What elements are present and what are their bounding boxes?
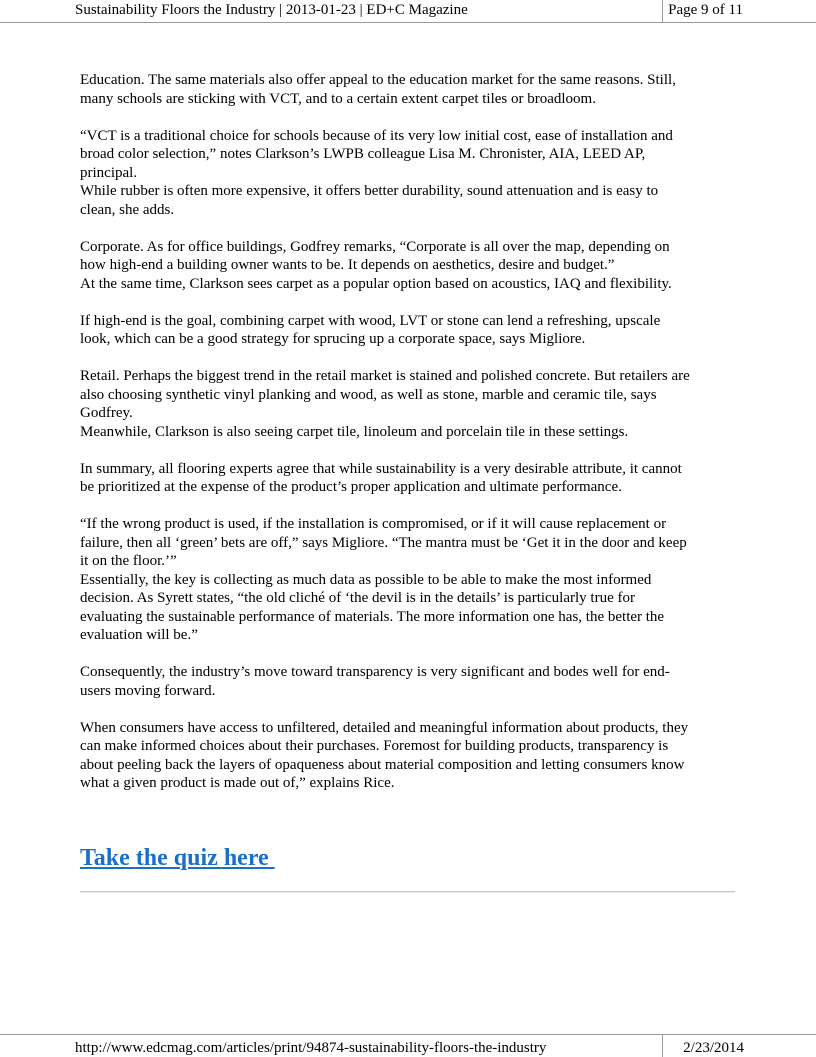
- article-paragraph: [80, 71, 736, 108]
- article-paragraph: [80, 367, 736, 441]
- paragraph-line: failure, then all ‘green’ bets are off,” says Migliore. “The mantra must be ‘Get it in the door and keep: [80, 534, 687, 551]
- paragraph-line: many schools are sticking with VCT, and to a certain extent carpet tiles or broadloom.: [80, 90, 596, 107]
- article-paragraph: [80, 515, 736, 645]
- paragraph-line: decision. As Syrett states, “the old cliché of ‘the devil is in the details’ is particularly true for: [80, 590, 635, 606]
- paragraph-line: what a given product is made out of,” explains Rice.: [80, 775, 395, 791]
- print-footer: [0, 1034, 816, 1057]
- source-url: http://www.edcmag.com/articles/print/94874-sustainability-floors-the-industry: [75, 1040, 547, 1056]
- paragraph-line: it on the floor.’”: [80, 553, 177, 569]
- paragraph-line: Essentially, the key is collecting as much data as possible to be able to make the most informed: [80, 571, 652, 588]
- paragraph-line: be prioritized at the expense of the product’s proper application and ultimate performance.: [80, 479, 622, 495]
- print-header: [0, 0, 816, 23]
- footer-divider: [662, 1035, 663, 1057]
- paragraph-line: “VCT is a traditional choice for schools because of its very low initial cost, ease of installation and: [80, 127, 673, 144]
- paragraph-line: can make informed choices about their purchases. Foremost for building products, transparency is: [80, 738, 669, 754]
- paragraph-line: If high-end is the goal, combining carpet with wood, LVT or stone can lend a refreshing, upscale: [80, 312, 661, 329]
- header-divider: [662, 0, 663, 22]
- paragraph-line: At the same time, Clarkson sees carpet as a popular option based on acoustics, IAQ and flexibility.: [80, 275, 672, 292]
- paragraph-line: “If the wrong product is used, if the installation is compromised, or if it will cause replacement or: [80, 516, 667, 532]
- paragraph-line: In summary, all flooring experts agree that while sustainability is a very desirable attribute, it cannot: [80, 460, 682, 477]
- paragraph-line: broad color selection,” notes Clarkson’s LWPB colleague Lisa M. Chronister, AIA, LEED AP,: [80, 146, 646, 162]
- paragraph-line: Education. The same materials also offer appeal to the education market for the same reasons. Still,: [80, 72, 676, 88]
- paragraph-line: evaluating the sustainable performance of materials. The more information one has, the better the: [80, 608, 665, 625]
- paragraph-line: evaluation will be.”: [80, 627, 198, 643]
- paragraph-line: Consequently, the industry’s move toward transparency is very significant and bodes well for end-: [80, 664, 670, 680]
- article-paragraph: [80, 719, 736, 793]
- print-date: 2/23/2014: [683, 1040, 744, 1056]
- paragraph-line: users moving forward.: [80, 682, 216, 699]
- article-paragraph: [80, 460, 736, 497]
- take-quiz-link[interactable]: Take the quiz here: [80, 845, 275, 871]
- article-body: [80, 71, 736, 811]
- paragraph-line: how high-end a building owner wants to be. It depends on aesthetics, desire and budget.”: [80, 257, 615, 273]
- article-paragraph: [80, 312, 736, 349]
- paragraph-line: While rubber is often more expensive, it offers better durability, sound attenuation and is easy to: [80, 183, 659, 199]
- article-paragraph: [80, 127, 736, 220]
- paragraph-line: clean, she adds.: [80, 201, 175, 218]
- paragraph-line: about peeling back the layers of opaqueness about material composition and letting consumers know: [80, 756, 685, 773]
- article-paragraph: [80, 238, 736, 294]
- paragraph-line: Retail. Perhaps the biggest trend in the retail market is stained and polished concrete. But retailers are: [80, 368, 690, 384]
- horizontal-rule: [80, 891, 735, 893]
- paragraph-line: also choosing synthetic vinyl planking and wood, as well as stone, marble and ceramic tile, says: [80, 386, 657, 403]
- document-title: Sustainability Floors the Industry | 2013-01-23 | ED+C Magazine: [75, 2, 468, 18]
- paragraph-line: Corporate. As for office buildings, Godfrey remarks, “Corporate is all over the map, depending on: [80, 238, 670, 255]
- paragraph-line: Meanwhile, Clarkson is also seeing carpet tile, linoleum and porcelain tile in these settings.: [80, 423, 629, 440]
- paragraph-line: Godfrey.: [80, 405, 133, 421]
- article-paragraph: [80, 663, 736, 700]
- paragraph-line: When consumers have access to unfiltered, detailed and meaningful information about products, they: [80, 719, 689, 736]
- paragraph-line: look, which can be a good strategy for sprucing up a corporate space, says Migliore.: [80, 331, 586, 347]
- page-number: Page 9 of 11: [668, 2, 743, 18]
- paragraph-line: principal.: [80, 164, 138, 181]
